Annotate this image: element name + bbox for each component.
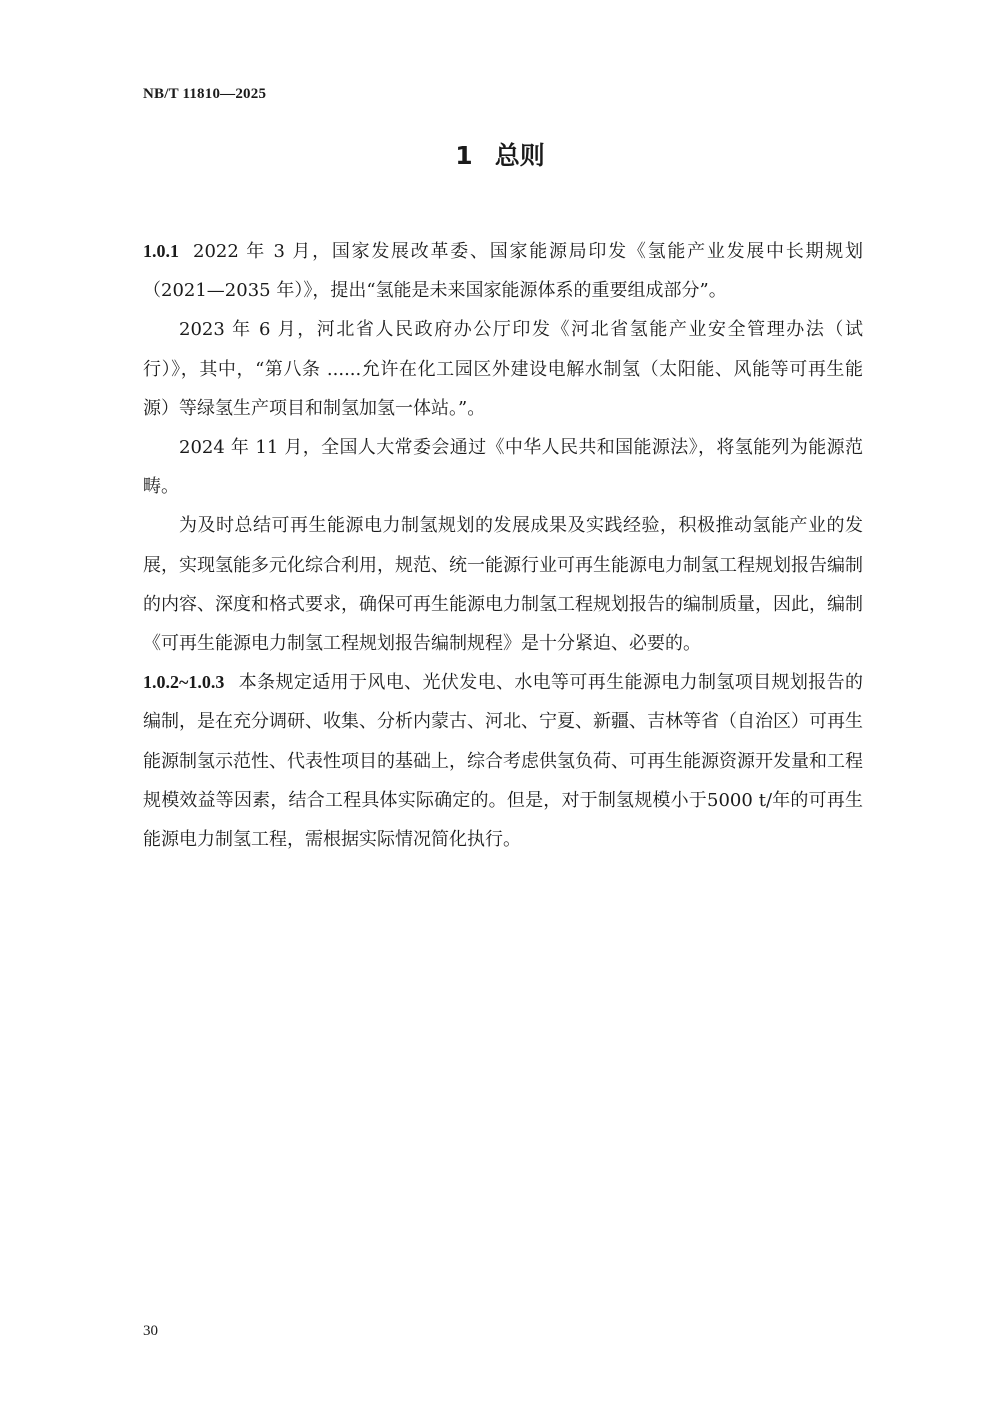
- chapter-heading: [0, 136, 1000, 172]
- page-number: 30: [143, 1323, 158, 1339]
- paragraph-text: 2024 年 11 月，全国人大常委会通过《中华人民共和国能源法》，将氢能列为能源范畴。: [143, 437, 863, 498]
- clause-paragraph: [143, 232, 863, 310]
- standard-code: NB/T 11810—2025: [143, 86, 267, 102]
- chapter-title-text: 总则: [494, 141, 545, 170]
- body-paragraph: [143, 428, 863, 506]
- paragraph-text: 为及时总结可再生能源电力制氢规划的发展成果及实践经验，积极推动氢能产业的发展，实现氢能多元化综合利用，规范、统一能源行业可再生能源电力制氢工程规划报告编制的内容、深度和格式要求，确保可再生能源电力制氢工程规划报告的编制质量，因此，编制《可再生能源电力制氢工程规划报告编制规程》是十分紧迫、必要的。: [143, 515, 863, 655]
- clause-number: 1.0.1: [143, 241, 179, 261]
- paragraph-text: 本条规定适用于风电、光伏发电、水电等可再生能源电力制氢项目规划报告的编制，是在充分调研、收集、分析内蒙古、河北、宁夏、新疆、吉林等省（自治区）可再生能源制氢示范性、代表性项目的基础上，综合考虑供氢负荷、可再生能源资源开发量和工程规模效益等因素，结合工程具体实际确定的。但是，对于制氢规模小于5000 t/年的可再生能源电力制氢工程，需根据实际情况简化执行。: [143, 672, 863, 851]
- body-paragraph: [143, 506, 863, 663]
- body-paragraph: [143, 310, 863, 428]
- chapter-body: [143, 232, 863, 859]
- clause-paragraph: [143, 663, 863, 859]
- paragraph-text: 2023 年 6 月，河北省人民政府办公厅印发《河北省氢能产业安全管理办法（试行）》，其中，“第八条 ......允许在化工园区外建设电解水制氢（太阳能、风能等可再生能源）等绿氢生产项目和制氢加氢一体站。”。: [143, 319, 863, 419]
- chapter-number: 1: [455, 141, 473, 170]
- clause-number: 1.0.2~1.0.3: [143, 672, 225, 693]
- paragraph-text: 2022 年 3 月，国家发展改革委、国家能源局印发《氢能产业发展中长期规划（2021—2035 年）》，提出“氢能是未来国家能源体系的重要组成部分”。: [143, 241, 863, 302]
